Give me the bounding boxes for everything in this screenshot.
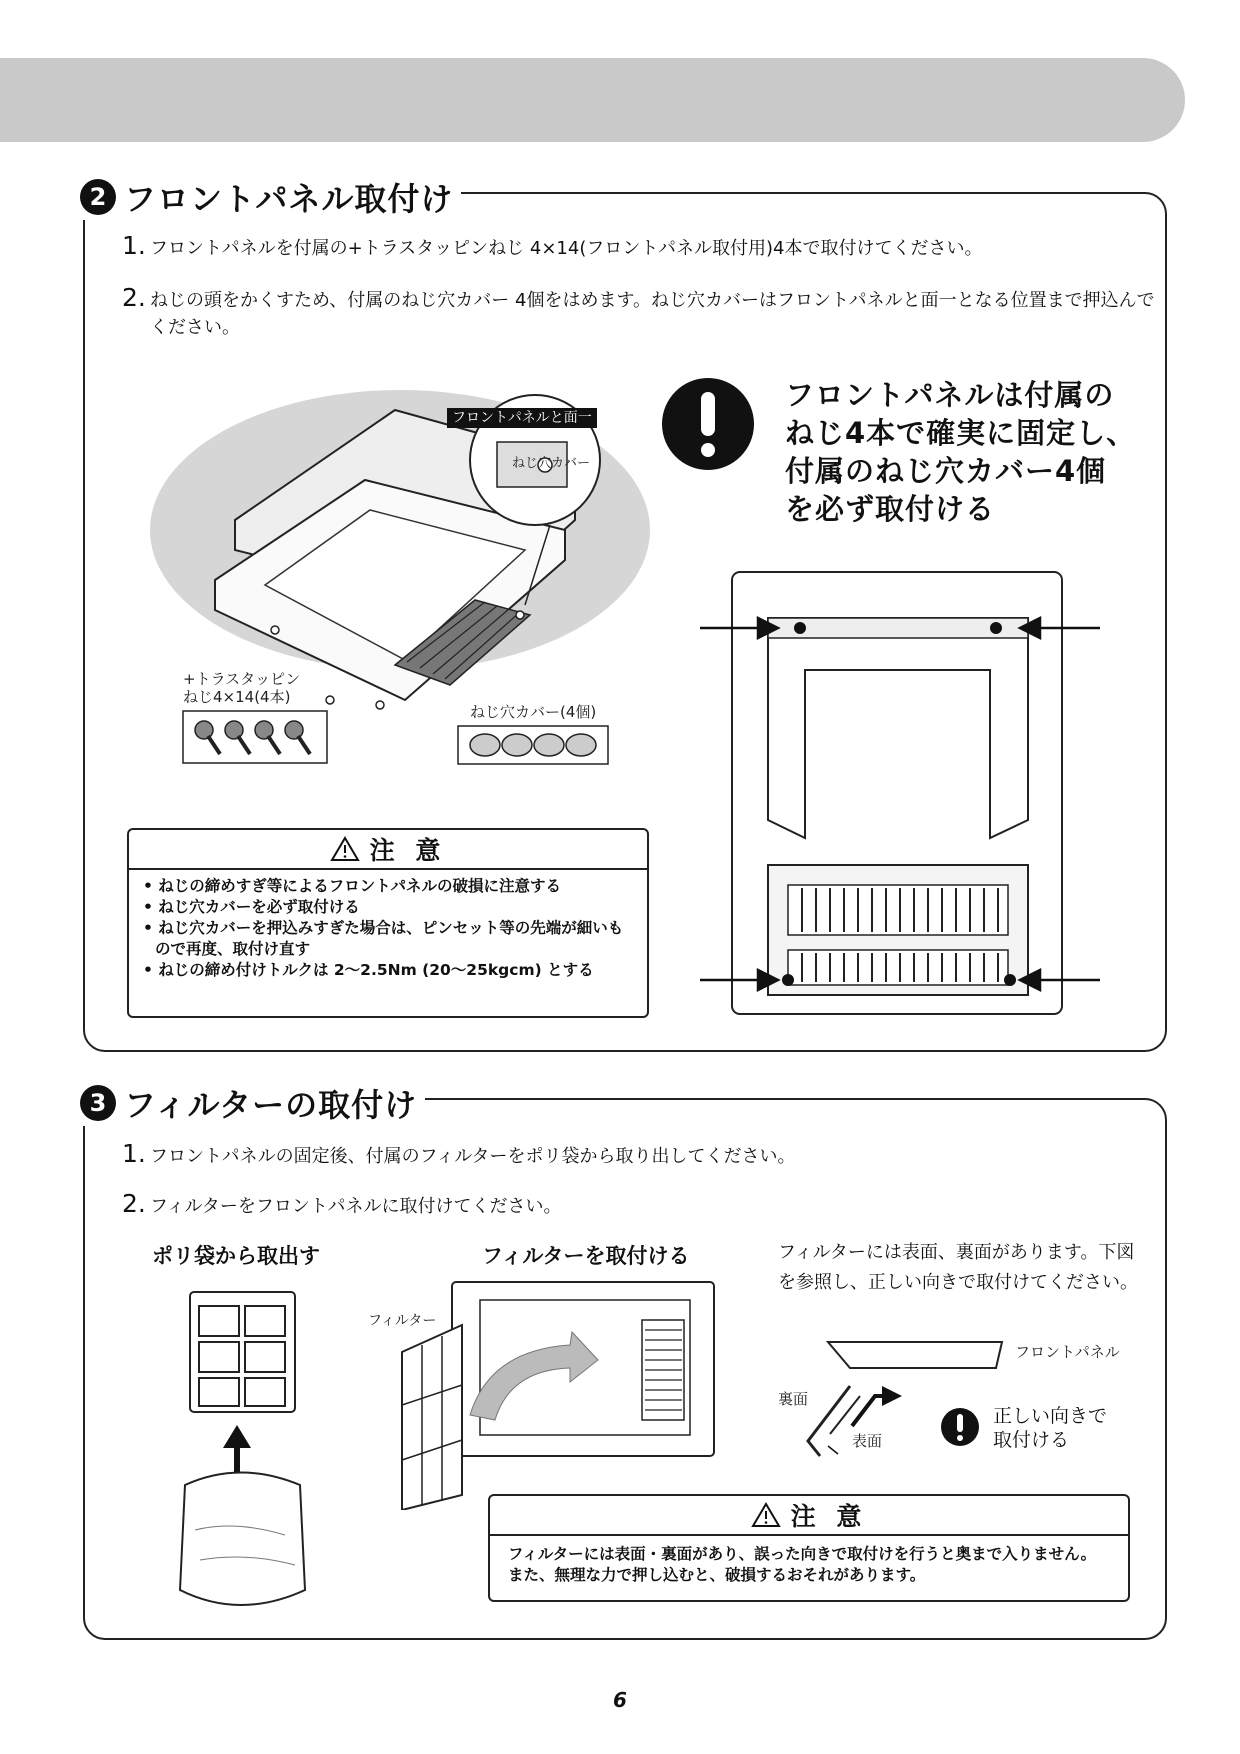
hole-cover-label: ねじ穴カバー	[512, 456, 591, 471]
subheading-attach: フィルターを取付ける	[482, 1244, 690, 1268]
caution-header: 注 意	[490, 1496, 1128, 1536]
section-number: 2	[80, 179, 116, 215]
orientation-note: フィルターには表面、裏面があります。下図を参照し、正しい向きで取付けてください。	[778, 1242, 1138, 1293]
step-2: 2. フィルターをフロントパネルに取付けてください。	[122, 1189, 562, 1218]
list-item: • ねじの締めすぎ等によるフロントパネルの破損に注意する	[143, 877, 561, 895]
screw-label-2: ねじ4×14(4本)	[183, 688, 291, 706]
screw-label-1: +トラスタッピン	[183, 670, 301, 688]
list-item: • ねじの締め付けトルクは 2～2.5Nm (20～25kgcm) とする	[143, 961, 594, 979]
filter-install-illustration	[400, 1270, 720, 1510]
page-number: 6	[613, 1688, 627, 1712]
caution-box	[127, 828, 649, 1018]
warning-triangle-icon	[751, 1502, 781, 1528]
caution-header: 注 意	[129, 830, 647, 870]
bag-illustration	[175, 1290, 315, 1615]
list-item: • ねじ穴カバーを必ず取付ける	[143, 898, 360, 916]
front-panel-diagram	[690, 570, 1110, 1020]
list-item: また、無理な力で押し込むと、破損するおそれがあります。	[508, 1566, 926, 1584]
mandatory-warning: フロントパネルは付属の ねじ4本で確実に固定し、 付属のねじ穴カバー4個 を必ず取付ける	[785, 378, 1137, 526]
screws-box	[182, 710, 328, 764]
front-side-label: 表面	[852, 1432, 883, 1450]
covers-box	[457, 725, 609, 765]
caution-list	[490, 1536, 1128, 1594]
section-heading: フロントパネル取付け	[124, 180, 454, 218]
step-1: 1. フロントパネルの固定後、付属のフィルターをポリ袋から取り出してください。	[122, 1139, 796, 1168]
correct-orientation-label: 正しい向きで 取付ける	[993, 1405, 1108, 1451]
section-heading: フィルターの取付け	[124, 1086, 418, 1124]
section-number: 3	[80, 1085, 116, 1121]
section-2-title	[80, 174, 461, 220]
step-1: 1. フロントパネルを付属の+トラスタッピンねじ 4×14(フロントパネル取付用)4本で取付けてください。	[122, 231, 983, 260]
warning-triangle-icon	[330, 836, 360, 862]
list-item: フィルターには表面・裏面があり、誤った向きで取付けを行うと奥まで入りません。	[508, 1545, 1097, 1563]
filter-label: フィルター	[368, 1313, 437, 1329]
exclamation-icon	[940, 1407, 980, 1447]
back-side-label: 裏面	[778, 1390, 809, 1408]
front-panel-label: フロントパネル	[1015, 1343, 1120, 1361]
cover-count-label: ねじ穴カバー(4個)	[470, 703, 597, 721]
exclamation-icon	[660, 376, 756, 472]
flush-label: フロントパネルと面一	[447, 408, 597, 428]
caution-list	[129, 870, 647, 987]
list-item: • ねじ穴カバーを押込みすぎた場合は、ピンセット等の先端が細いもので再度、取付け直す	[143, 919, 624, 958]
section-3-title	[80, 1080, 425, 1126]
subheading-take-out: ポリ袋から取出す	[152, 1244, 320, 1268]
header-band	[0, 58, 1185, 142]
step-2: 2. ねじの頭をかくすため、付属のねじ穴カバー 4個をはめます。ねじ穴カバーはフロントパネルと面一となる位置まで押込んでください。	[122, 283, 1155, 338]
caution-box	[488, 1494, 1130, 1602]
